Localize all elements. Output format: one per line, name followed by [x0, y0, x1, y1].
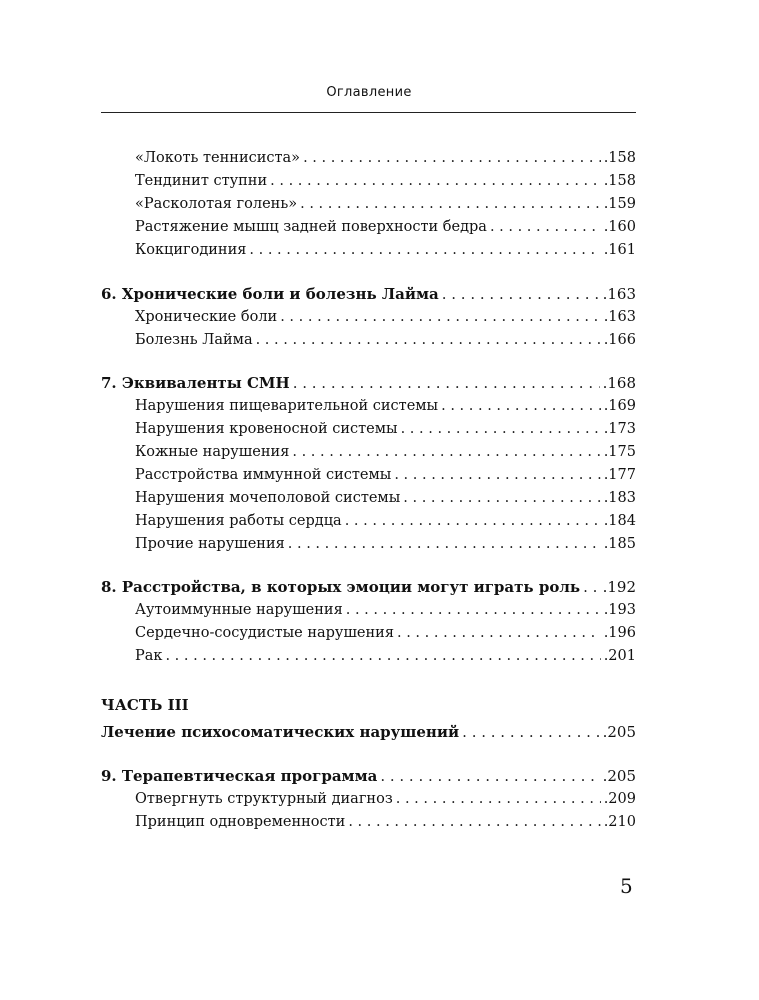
toc-entry-title: Рак — [135, 648, 163, 664]
toc-entry-page: .185 — [603, 536, 636, 552]
dot-leader — [401, 420, 601, 438]
toc-entry-title: Нарушения работы сердца — [135, 513, 342, 529]
toc-entry[interactable] — [135, 195, 636, 213]
toc-entry-title: Сердечно-сосудистые нарушения — [135, 625, 394, 641]
toc-entry[interactable] — [135, 308, 636, 326]
toc-entry-page: .177 — [603, 467, 636, 483]
toc-chapter[interactable] — [101, 374, 636, 392]
toc-entry-page: .158 — [603, 173, 636, 189]
toc-entry-title: Хронические боли — [135, 309, 278, 325]
dot-leader — [403, 489, 600, 507]
dot-leader — [165, 647, 600, 665]
toc-part-title-page: .205 — [602, 723, 636, 741]
toc-entry[interactable] — [135, 813, 636, 831]
dot-leader — [293, 374, 600, 392]
toc-entry-page: .196 — [603, 625, 636, 641]
dot-leader — [249, 241, 600, 259]
toc-entry-title: Отвергнуть структурный диагноз — [135, 791, 393, 807]
dot-leader — [348, 813, 600, 831]
toc-chapter-page: .168 — [602, 374, 636, 392]
toc-entry-title: Нарушения пищеварительной системы — [135, 398, 439, 414]
toc-entry-page: .161 — [603, 242, 636, 258]
toc-entry[interactable] — [135, 790, 636, 808]
toc-entry-title: «Локоть теннисиста» — [135, 150, 301, 166]
toc-entry-page: .169 — [603, 398, 636, 414]
dot-leader — [280, 308, 600, 326]
toc-entry-title: Тендинит ступни — [135, 173, 268, 189]
toc-entry[interactable] — [135, 489, 636, 507]
dot-leader — [396, 790, 601, 808]
toc-entry-title: Растяжение мышц задней поверхности бедра — [135, 219, 487, 235]
toc-part-title[interactable] — [101, 723, 636, 741]
toc-entry-title: «Расколотая голень» — [135, 196, 298, 212]
toc-entry[interactable] — [135, 647, 636, 665]
dot-leader — [345, 512, 601, 530]
toc-chapter-page: .192 — [602, 578, 636, 596]
toc-entry-title: Кокцигодиния — [135, 242, 247, 258]
toc-entry-page: .209 — [603, 791, 636, 807]
toc-entry[interactable] — [135, 331, 636, 349]
dot-leader — [300, 195, 601, 213]
dot-leader — [292, 443, 600, 461]
dot-leader — [397, 624, 601, 642]
toc-chapter-page: .163 — [602, 285, 636, 303]
toc-entry-title: Нарушения мочеполовой системы — [135, 490, 401, 506]
toc-entry-title: Кожные нарушения — [135, 444, 290, 460]
toc-entry[interactable] — [135, 420, 636, 438]
page-number: 5 — [620, 874, 633, 898]
part-heading: ЧАСТЬ III — [101, 696, 189, 714]
toc-entry[interactable] — [135, 466, 636, 484]
toc-entry[interactable] — [135, 149, 636, 167]
running-head: Оглавление — [326, 85, 412, 100]
toc-entry[interactable] — [135, 172, 636, 190]
dot-leader — [490, 218, 601, 236]
toc-entry[interactable] — [135, 218, 636, 236]
toc-entry-page: .159 — [603, 196, 636, 212]
dot-leader — [583, 578, 600, 596]
toc-entry-page: .184 — [603, 513, 636, 529]
toc-entry-page: .210 — [603, 814, 636, 830]
toc-entry-title: Принцип одновременности — [135, 814, 346, 830]
toc-chapter-title: 9. Терапевтическая программа — [101, 767, 378, 785]
dot-leader — [442, 285, 600, 303]
dot-leader — [346, 601, 601, 619]
toc-entry-page: .166 — [603, 332, 636, 348]
dot-leader — [394, 466, 600, 484]
dot-leader — [380, 767, 599, 785]
toc-entry-title: Прочие нарушения — [135, 536, 285, 552]
toc-entry-title: Расстройства иммунной системы — [135, 467, 392, 483]
toc-chapter-title: 6. Хронические боли и болезнь Лайма — [101, 285, 439, 303]
toc-entry-page: .173 — [603, 421, 636, 437]
toc-entry[interactable] — [135, 535, 636, 553]
toc-entry-page: .163 — [603, 309, 636, 325]
toc-entry[interactable] — [135, 397, 636, 415]
dot-leader — [288, 535, 601, 553]
toc-entry-title: Болезнь Лайма — [135, 332, 253, 348]
toc-entry[interactable] — [135, 624, 636, 642]
toc-chapter-page: .205 — [602, 767, 636, 785]
toc-entry-page: .193 — [603, 602, 636, 618]
dot-leader — [303, 149, 601, 167]
toc-chapter-title: 7. Эквиваленты СМН — [101, 374, 290, 392]
toc-chapter[interactable] — [101, 578, 636, 596]
toc-entry-title: Нарушения кровеносной системы — [135, 421, 398, 437]
toc-chapter-title: 8. Расстройства, в которых эмоции могут играть роль — [101, 578, 581, 596]
toc-entry[interactable] — [135, 601, 636, 619]
toc-entry-title: Аутоиммунные нарушения — [135, 602, 343, 618]
dot-leader — [441, 397, 601, 415]
dot-leader — [256, 331, 601, 349]
dot-leader — [462, 723, 599, 741]
toc-entry[interactable] — [135, 443, 636, 461]
toc-entry[interactable] — [135, 512, 636, 530]
toc-part-title-label: Лечение психосоматических нарушений — [101, 723, 460, 741]
toc-entry-page: .183 — [603, 490, 636, 506]
toc-entry-page: .175 — [603, 444, 636, 460]
toc-chapter[interactable] — [101, 767, 636, 785]
toc-entry-page: .160 — [603, 219, 636, 235]
dot-leader — [270, 172, 601, 190]
toc-entry-page: .158 — [603, 150, 636, 166]
toc-entry-page: .201 — [603, 648, 636, 664]
toc-entry[interactable] — [135, 241, 636, 259]
toc-chapter[interactable] — [101, 285, 636, 303]
